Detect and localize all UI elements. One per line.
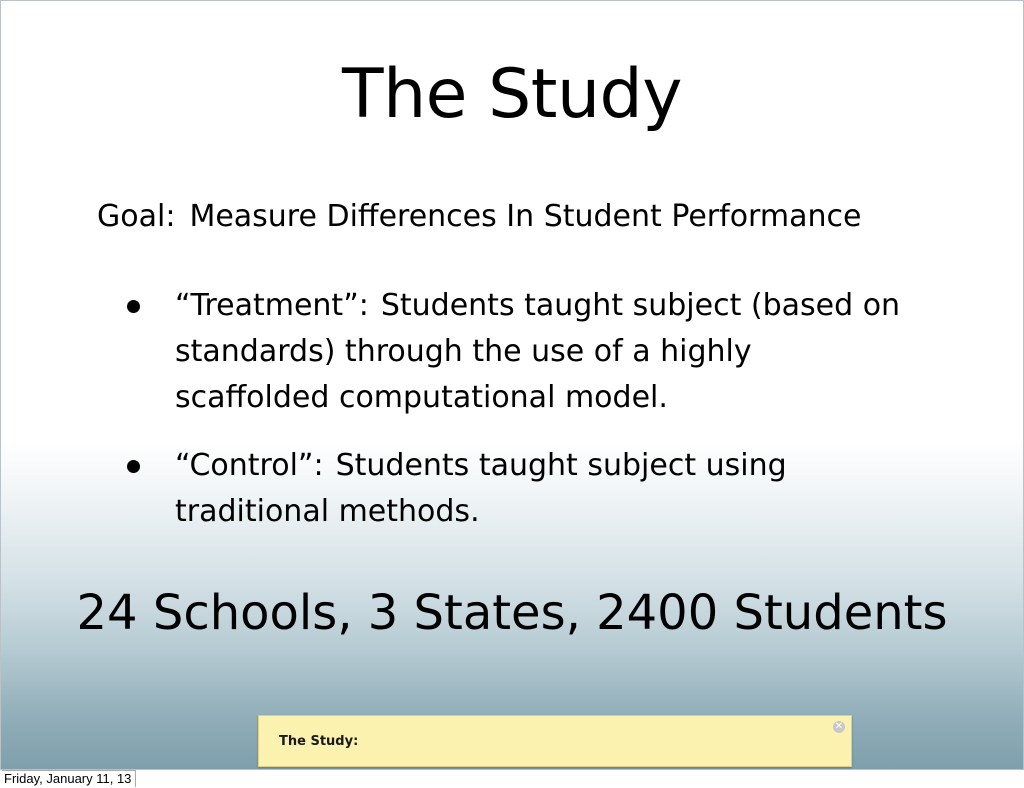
slide-title: The Study (342, 55, 682, 134)
footer-date: Friday, January 11, 13 (2, 770, 136, 787)
bullet-term: “Treatment”: (175, 288, 369, 323)
bullet-dot-icon (127, 460, 140, 473)
bullet-control (125, 443, 905, 535)
stats-line: 24 Schools, 3 States, 2400 Students (76, 585, 948, 641)
presenter-note[interactable] (258, 715, 852, 767)
bullet-term: “Control”: (175, 448, 324, 483)
close-icon[interactable]: ✕ (834, 721, 844, 732)
goal-label: Goal: (97, 199, 176, 234)
goal-line (97, 197, 861, 237)
bullet-dot-icon (127, 300, 140, 313)
bullet-list (125, 283, 905, 557)
bullet-text: Students taught subject (based on standards) through the use of a highly scaffolded computational model. (175, 288, 901, 415)
bullet-treatment (125, 283, 905, 421)
presenter-note-text[interactable]: The Study: (279, 734, 359, 749)
bullet-text: Students taught subject using traditional methods. (175, 448, 787, 529)
goal-text: Measure Differences In Student Performance (189, 199, 862, 234)
